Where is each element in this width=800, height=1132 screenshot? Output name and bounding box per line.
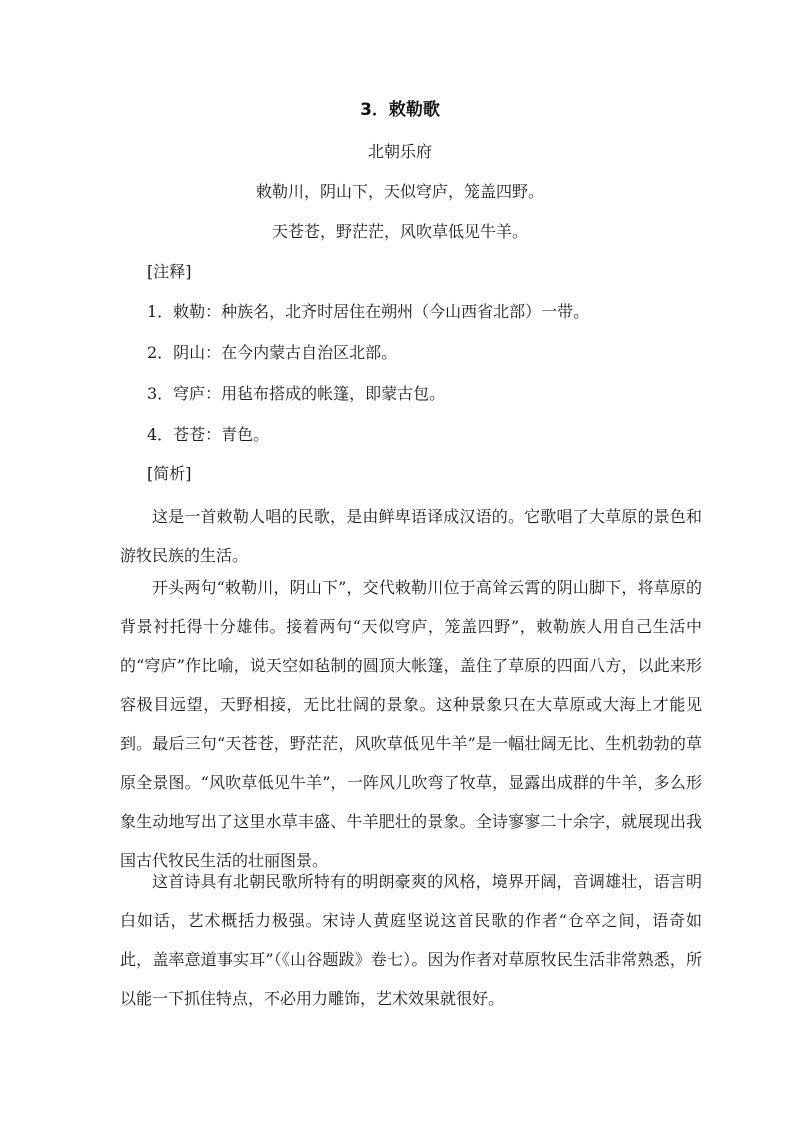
poem-author: 北朝乐府	[367, 142, 432, 161]
analysis-paragraph: 这是一首敕勒人唱的民歌，是由鲜卑语译成汉语的。它歌唱了大草原的景色和游牧民族的生活。	[120, 507, 702, 565]
note-item: 4．苍苍：青色。	[147, 425, 270, 444]
analysis-heading: [简析]	[147, 464, 192, 483]
poem-line-2: 天苍苍，野茫茫，风吹草低见牛羊。	[271, 222, 528, 241]
note-item: 1．敕勒：种族名，北齐时居住在朔州（今山西省北部）一带。	[147, 302, 590, 321]
poem-line-1: 敕勒川，阴山下，天似穹庐，笼盖四野。	[255, 182, 544, 201]
poem-title: 3．敕勒歌	[360, 100, 440, 120]
note-item: 2．阴山：在今内蒙古自治区北部。	[147, 343, 398, 362]
analysis-paragraph: 开头两句“敕勒川，阴山下”，交代敕勒川位于高耸云霄的阴山脚下，将草原的背景衬托得十分雄伟。接着两句“天似穹庐，笼盖四野”，敕勒族人用自己生活中的“穹庐”作比喻，说天空如毡制的圆顶大帐篷，盖住了草原的四面八方，以此来形容极目远望，天野相接，无比壮阔的景象。这种景象只在大草原或大海上才能见到。最后三句“天苍苍，野茫茫，风吹草低见牛羊”是一幅壮阔无比、生机勃勃的草原全景图。“风吹草低见牛羊”，一阵风儿吹弯了牧草，显露出成群的牛羊，多么形象生动地写出了这里水草丰盛、牛羊肥壮的景象。全诗寥寥二十余字，就展现出我国古代牧民生活的壮丽图景。	[120, 578, 702, 870]
analysis-paragraph: 这首诗具有北朝民歌所特有的明朗豪爽的风格，境界开阔，音调雄壮，语言明白如话，艺术概括力极强。宋诗人黄庭坚说这首民歌的作者“仓卒之间，语奇如此，盖率意道事实耳”（《山谷题跋》卷七）。因为作者对草原牧民生活非常熟悉，所以能一下抓住特点，不必用力雕饰，艺术效果就很好。	[120, 872, 702, 1008]
notes-heading: [注释]	[147, 262, 192, 281]
note-item: 3．穹庐：用毡布搭成的帐篷，即蒙古包。	[147, 384, 446, 403]
